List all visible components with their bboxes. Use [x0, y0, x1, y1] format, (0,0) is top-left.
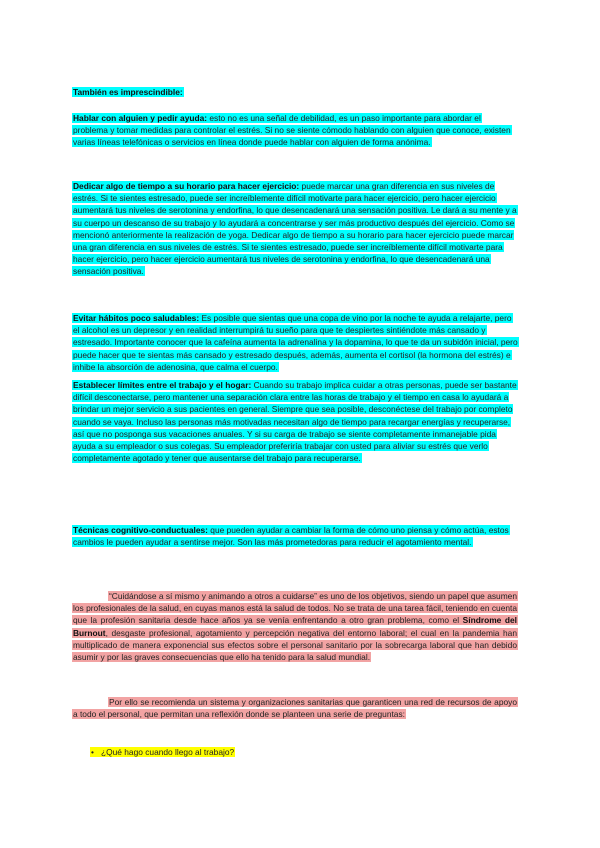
burnout-term: Síndrome del Burnout	[73, 615, 517, 638]
tip-title: Evitar hábitos poco saludables:	[73, 313, 200, 323]
quote-paragraph	[72, 590, 518, 663]
tip-healthy-habits	[72, 312, 518, 373]
tip-title: Hablar con alguien y pedir ayuda:	[73, 113, 208, 123]
tip-text: Cuando su trabajo implica cuidar a otras personas, puede ser bastante difícil desconectarse, pero mantener una separación clara entre las horas de trabajo y el tiempo en casa lo ayudará a brindar un mejor servicio a sus pacientes en general. Siempre que sea posible, desconéctese del trabajo por completo cuando se vaya. Incluso las personas más motivadas necesitan algo de tiempo para recargar energías y recuperarse, así que no posponga sus vacaciones anuales. Y si su carga de trabajo se siente completamente inmanejable pida ayuda a su empleador o sus colegas. Su empleador preferiría trabajar con usted para aliviar su estrés que verlo completamente agotado y tener que ausentarse del trabajo para recuperarse.	[73, 380, 517, 464]
question-list-item	[90, 746, 235, 758]
bullet-icon: •	[91, 747, 94, 757]
tip-text: que pueden ayudar a cambiar la forma de cómo uno piensa y cómo actúa, estos cambios le pueden ayudar a sentirse mejor. Son las más prometedoras para reducir el agotamiento mental.	[73, 525, 509, 548]
tip-title: Establecer límites entre el trabajo y el hogar:	[73, 380, 252, 390]
tip-talk-for-help	[72, 112, 518, 149]
tip-text: esto no es una señal de debilidad, es un paso importante para abordar el problema y tomar medidas para controlar el estrés. Si no se siente cómodo hablando con alguien que conoce, existen varias líneas telefónicas o servicios en línea donde puede hablar con alguien de forma anónima.	[73, 113, 511, 148]
tip-title: Técnicas cognitivo-conductuales:	[73, 525, 208, 535]
section-heading: También es imprescindible:	[73, 87, 183, 97]
tip-cognitive-behavioral	[72, 524, 518, 548]
tip-exercise	[72, 180, 518, 278]
quote-text-start: “Cuidándose a sí mismo y animando a otros a cuidarse” es uno de los objetivos, siendo un papel que asumen los profesionales de la salud, en cuyas manos está la salud de todos. No se trata de una tarea fácil, teniendo en cuenta que la profesión sanitaria desde hace años ya se venía enfrentando a otro gran problema, como el	[73, 591, 517, 626]
tip-text: Es posible que sientas que una copa de vino por la noche te ayuda a relajarte, pero el alcohol es un depresor y en realidad interrumpirá tu sueño para que te despiertes sintiéndote más cansado y estresado. Importante conocer que la cafeína aumenta la adrenalina y la dopamina, lo que te da un subidón inicial, pero puede hacer que te sientas más cansado y estresado después, además, aumenta el cortisol (la hormona del estrés) e inhibe la absorción de adenosina, que calma el cuerpo.	[73, 313, 518, 372]
question-text: ¿Qué hago cuando llego al trabajo?	[101, 747, 235, 757]
recommendation-paragraph: Por ello se recomienda un sistema y organizaciones sanitarias que garanticen una red de recursos de apoyo a todo el personal, que permitan una reflexión donde se planteen una serie de preguntas:	[73, 697, 517, 720]
tip-text: puede marcar una gran diferencia en sus niveles de estrés. Si te sientes estresado, puede ser increíblemente difícil motivarte para hacer ejercicio, pero hacer ejercicio aumentará tus niveles de serotonina y endorfina, lo que desencadenará una sensación positiva. Le dará a su mente y a su cuerpo un descanso de su trabajo y lo ayudará a concentrarse y ser más productivo después del ejercicio. Como se mencionó anteriormente la realización de yoga. Dedicar algo de tiempo a su horario para hacer ejercicio puede marcar una gran diferencia en sus niveles de estrés. Si te sientes estresado, puede ser increíblemente difícil motivarte para hacer ejercicio, pero hacer ejercicio aumentará tus niveles de serotonina y endorfina, lo que desencadenará una sensación positiva.	[73, 181, 517, 277]
tip-work-home-limits	[72, 379, 518, 464]
tip-title: Dedicar algo de tiempo a su horario para hacer ejercicio:	[73, 181, 300, 191]
quote-text-end: , desgaste profesional, agotamiento y percepción negativa del entorno laboral; el cual en la pandemia han multiplicado de manera exponencial sus efectos sobre el personal sanitario por la sobrecarga laboral que han debido asumir y por las graves consecuencias que ello ha tenido para la salud mundial.	[73, 627, 517, 663]
